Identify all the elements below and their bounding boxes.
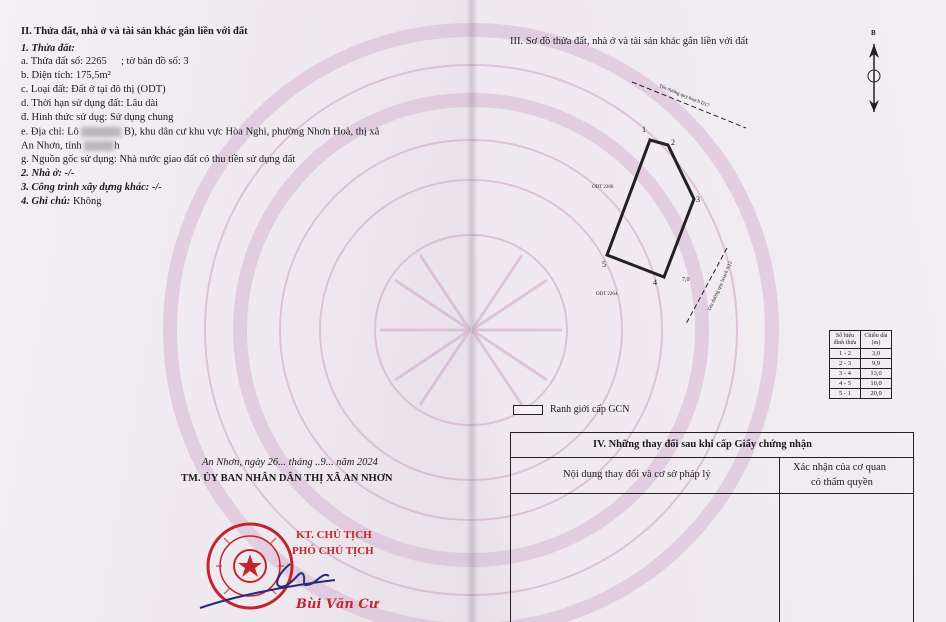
parcel-boundary	[607, 140, 694, 277]
table-header: Chiều dài (m)	[861, 331, 892, 349]
notes: 4. Ghi chú: Không	[21, 196, 102, 207]
road-right-label: Tên đường quy hoạch N12	[707, 260, 735, 313]
neighbour-parcel-upper: ODT 2266	[592, 185, 614, 190]
col-changes: Nội dung thay đổi và cơ sở pháp lý	[563, 469, 711, 480]
parcel-number: a. Thửa đất số: 2265	[21, 56, 107, 67]
signer-role-1: KT. CHỦ TỊCH	[296, 529, 372, 541]
map-sheet: ; tờ bản đồ số: 3	[121, 56, 189, 67]
length-cell: 3,0	[861, 349, 892, 359]
land-origin: g. Nguồn gốc sử dụng: Nhà nước giao đất có thu tiền sử dụng đất	[21, 154, 296, 165]
vertex-label: 1	[642, 125, 646, 134]
length-cell: 10,0	[861, 379, 892, 389]
area: b. Diện tích: 175,5m²	[21, 70, 111, 81]
other-works: 3. Công trình xây dựng khác: -/-	[21, 182, 162, 193]
table-row	[830, 379, 892, 389]
section4-title: IV. Những thay đổi sau khi cấp Giấy chứng nhận	[593, 439, 812, 450]
length-cell: 9,9	[861, 359, 892, 369]
column-divider	[779, 457, 780, 622]
edge-cell: 4 - 5	[830, 379, 861, 389]
col-confirm-line2: có thẩm quyền	[811, 477, 873, 488]
road-top-label: Tên đường quy hoạch D17	[658, 84, 710, 109]
issue-date: An Nhơn, ngày 26... tháng ..9... năm 2024	[202, 457, 378, 468]
right-page	[472, 0, 946, 622]
signer-role-2: PHÓ CHỦ TỊCH	[292, 545, 374, 557]
parcel-heading: 1. Thửa đất:	[21, 43, 75, 54]
table-row	[830, 389, 892, 399]
page-fold	[466, 0, 478, 622]
neighbour-parcel-lower: ODT 2264	[596, 292, 618, 297]
redacted-text	[84, 141, 114, 151]
length-cell: 13,0	[861, 369, 892, 379]
issuing-authority: TM. ỦY BAN NHÂN DÂN THỊ XÃ AN NHƠN	[181, 473, 393, 484]
segment-label: 7,0	[682, 277, 690, 283]
signer-name: Bùi Văn Cư	[296, 597, 379, 612]
left-page	[0, 0, 472, 622]
changes-section	[510, 432, 914, 622]
table-row	[830, 369, 892, 379]
address-line-1: e. Địa chỉ: Lô B), khu dân cư khu vực Hòa Nghi, phường Nhơn Hoà, thị xã	[21, 126, 380, 138]
changes-title-row	[511, 433, 913, 458]
length-cell: 20,0	[861, 389, 892, 399]
legend-swatch	[513, 405, 543, 415]
vertex-label: 3	[696, 195, 700, 204]
table-header: Số hiệu đỉnh thửa	[830, 331, 861, 349]
land-type: c. Loại đất: Đất ở tại đô thị (ODT)	[21, 84, 166, 95]
house: 2. Nhà ở: -/-	[21, 168, 75, 179]
section2-title: II. Thửa đất, nhà ở và tài sản khác gắn liền với đất	[21, 26, 248, 37]
address-line-2: An Nhơn, tỉnh h	[21, 140, 120, 152]
use-form: đ. Hình thức sử dụg: Sử dụng chung	[21, 112, 174, 123]
edge-cell: 3 - 4	[830, 369, 861, 379]
col-confirm-line1: Xác nhận của cơ quan	[793, 462, 887, 473]
table-row	[830, 359, 892, 369]
vertex-label: 5	[602, 260, 606, 269]
edge-cell: 5 - 1	[830, 389, 861, 399]
legend-label: Ranh giới cấp GCN	[550, 404, 630, 415]
edge-cell: 2 - 3	[830, 359, 861, 369]
section3-title: III. Sơ đồ thửa đất, nhà ở và tài sản khác gắn liền với đất	[510, 36, 749, 47]
redacted-text	[81, 127, 121, 137]
table-header-row	[830, 331, 892, 349]
changes-header-row	[511, 457, 913, 494]
use-duration: d. Thời hạn sử dụng đất: Lâu dài	[21, 98, 159, 109]
north-label: B	[871, 29, 876, 37]
edge-cell: 1 - 2	[830, 349, 861, 359]
table-row	[830, 349, 892, 359]
edge-lengths-table	[829, 330, 892, 399]
vertex-label: 4	[653, 278, 657, 287]
vertex-label: 2	[671, 138, 675, 147]
